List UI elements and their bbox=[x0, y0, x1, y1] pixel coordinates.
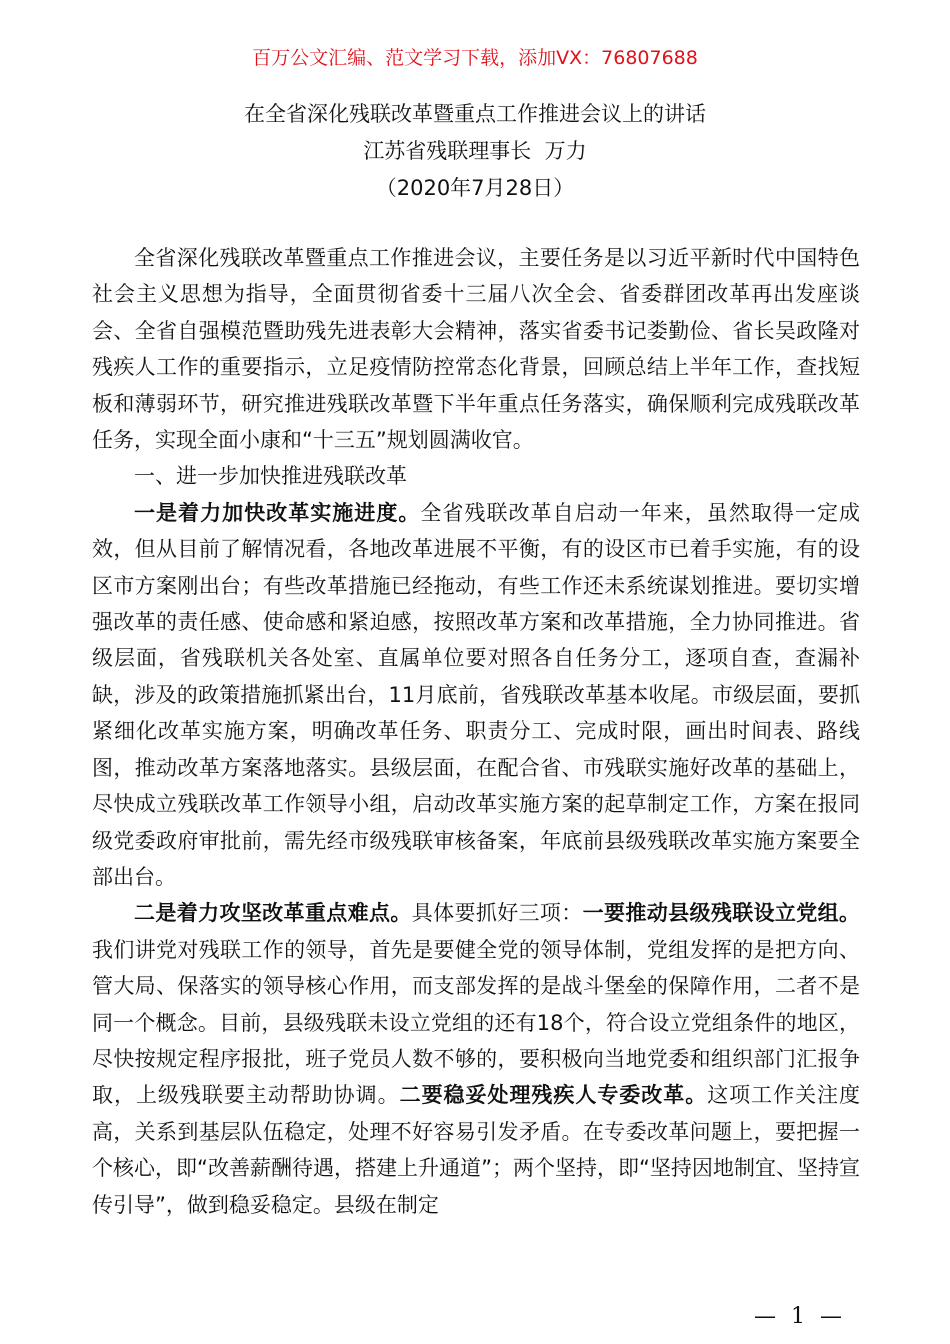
date-line: （2020年7月28日） bbox=[375, 176, 575, 200]
bold-lead: 二要稳妥处理残疾人专委改革。 bbox=[399, 1083, 708, 1108]
paragraph-text: 具体要抓好三项： bbox=[411, 901, 583, 926]
bold-lead: 二是着力攻坚改革重点难点。 bbox=[134, 901, 412, 926]
title-block bbox=[0, 96, 950, 207]
speaker-line: 江苏省残联理事长 万力 bbox=[363, 139, 587, 163]
watermark-banner: 百万公文汇编、范文学习下载，添加VX：76807688 bbox=[252, 47, 698, 69]
paragraph-reform-difficulties bbox=[92, 895, 860, 1223]
document-title: 在全省深化残联改革暨重点工作推进会议上的讲话 bbox=[244, 102, 706, 126]
document-body bbox=[92, 240, 860, 1223]
paragraph-intro: 全省深化残联改革暨重点工作推进会议，主要任务是以习近平新时代中国特色社会主义思想为指导，全面贯彻省委十三届八次全会、省委群团改革再出发座谈会、全省自强模范暨助残先进表彰大会精神，落实省委书记娄勤俭、省长吴政隆对残疾人工作的重要指示，立足疫情防控常态化背景，回顾总结上半年工作，查找短板和薄弱环节，研究推进残联改革暨下半年重点任务落实，确保顺利完成残联改革任务，实现全面小康和“十三五”规划圆满收官。 bbox=[92, 246, 860, 453]
page-number: — 1 — bbox=[754, 1304, 846, 1329]
bold-lead: 一是着力加快改革实施进度。 bbox=[134, 500, 421, 525]
bold-lead: 一要推动县级残联设立党组。 bbox=[582, 901, 861, 926]
section-heading: 一、进一步加快推进残联改革 bbox=[134, 464, 407, 489]
paragraph-text: 我们讲党对残联工作的领导，首先是要健全党的领导体制，党组发挥的是把方向、管大局、保落实的领导核心作用，而支部发挥的是战斗堡垒的保障作用，二者不是同一个概念。目前，县级残联未设立党组的还有18个，符合设立党组条件的地区，尽快按规定程序报批，班子党员人数不够的，要积极向当地党委和组织部门汇报争取，上级残联要主动帮助协调。 bbox=[92, 937, 860, 1108]
paragraph-text: 全省残联改革自启动一年来，虽然取得一定成效，但从目前了解情况看，各地改革进展不平衡，有的设区市已着手实施，有的设区市方案刚出台；有些改革措施已经拖动，有些工作还未系统谋划推进。要切实增强改革的责任感、使命感和紧迫感，按照改革方案和改革措施，全力协同推进。省级层面，省残联机关各处室、直属单位要对照各自任务分工，逐项自查，查漏补缺，涉及的政策措施抓紧出台，11月底前，省残联改革基本收尾。市级层面，要抓紧细化改革实施方案，明确改革任务、职责分工、完成时限，画出时间表、路线图，推动改革方案落地落实。县级层面，在配合省、市残联实施好改革的基础上，尽快成立残联改革工作领导小组，启动改革实施方案的起草制定工作，方案在报同级党委政府审批前，需先经市级残联审核备案，年底前县级残联改革实施方案要全部出台。 bbox=[92, 500, 860, 889]
paragraph-reform-progress bbox=[92, 495, 860, 895]
paragraph-text: 这项工作关注度高，关系到基层队伍稳定，处理不好容易引发矛盾。在专委改革问题上，要把握一个核心，即“改善薪酬待遇，搭建上升通道”；两个坚持，即“坚持因地制宜、坚持宣传引导”，做到稳妥稳定。县级在制定 bbox=[92, 1083, 861, 1217]
